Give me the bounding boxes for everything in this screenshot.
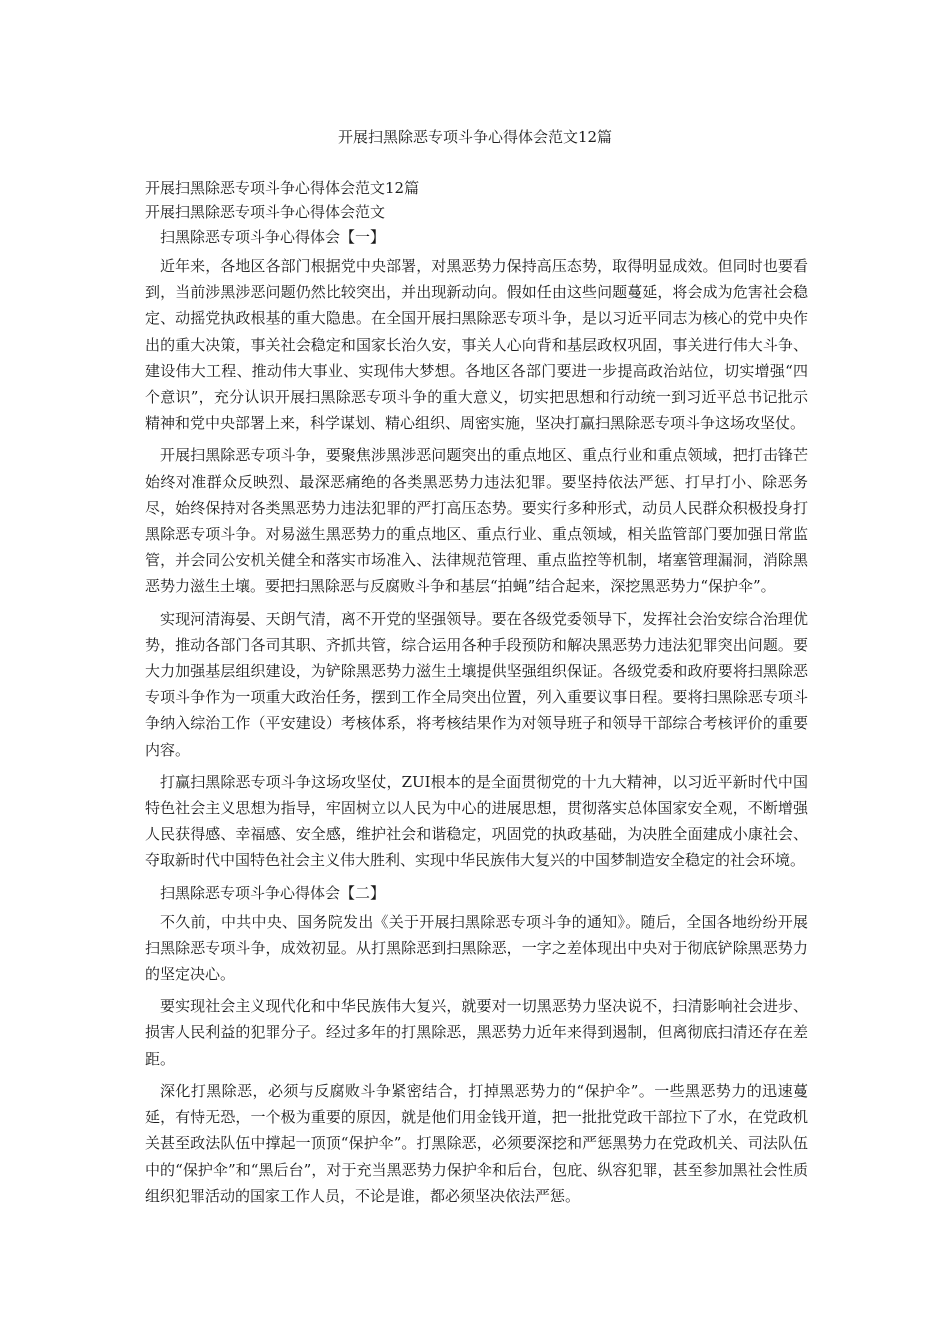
paragraph: 打赢扫黑除恶专项斗争这场攻坚仗，ZUI根本的是全面贯彻党的十九大精神，以习近平新时代中国特色社会主义思想为指导，牢固树立以人民为中心的进展思想，贯彻落实总体国家安全观，不断增强人民获得感、幸福感、安全感，维护社会和谐稳定，巩固党的执政基础，为决胜全面建成小康社会、夺取新时代中国特色社会主义伟大胜利、实现中华民族伟大复兴的中国梦制造安全稳定的社会环境。 [145,772,808,870]
paragraph: 要实现社会主义现代化和中华民族伟大复兴，就要对一切黑恶势力坚决说不，扫清影响社会进步、损害人民利益的犯罪分子。经过多年的打黑除恶，黑恶势力近年来得到遏制，但离彻底扫清还存在差距。 [145,997,808,1068]
subtitle-line-1: 开展扫黑除恶专项斗争心得体会范文12篇 [145,179,420,197]
section-heading-2: 扫黑除恶专项斗争心得体会【二】 [160,883,386,902]
paragraph: 深化打黑除恶，必须与反腐败斗争紧密结合，打掉黑恶势力的“保护伞”。一些黑恶势力的迅速蔓延，有恃无恐，一个极为重要的原因，就是他们用金钱开道，把一批批党政干部拉下了水，在党政机关甚至政法队伍中撑起一顶顶“保护伞”。打黑除恶，必须要深挖和严惩黑势力在党政机关、司法队伍中的“保护伞”和“黑后台”，对于充当黑恶势力保护伞和后台，包庇、纵容犯罪，甚至参加黑社会性质组织犯罪活动的国家工作人员，不论是谁，都必须坚决依法严惩。 [145,1081,808,1205]
subtitle-line-2: 开展扫黑除恶专项斗争心得体会范文 [145,202,386,221]
paragraph: 实现河清海晏、天朗气清，离不开党的坚强领导。要在各级党委领导下，发挥社会治安综合治理优势，推动各部门各司其职、齐抓共管，综合运用各种手段预防和解决黑恶势力违法犯罪突出问题。要大力加强基层组织建设，为铲除黑恶势力滋生土壤提供坚强组织保证。各级党委和政府要将扫黑除恶专项斗争作为一项重大政治任务，摆到工作全局突出位置，列入重要议事日程。要将扫黑除恶专项斗争纳入综治工作（平安建设）考核体系，将考核结果作为对领导班子和领导干部综合考核评价的重要内容。 [145,609,808,759]
paragraph: 近年来，各地区各部门根据党中央部署，对黑恶势力保持高压态势，取得明显成效。但同时也要看到，当前涉黑涉恶问题仍然比较突出，并出现新动向。假如任由这些问题蔓延，将会成为危害社会稳定、动摇党执政根基的重大隐患。在全国开展扫黑除恶专项斗争，是以习近平同志为核心的党中央作出的重大决策，事关社会稳定和国家长治久安，事关人心向背和基层政权巩固，事关进行伟大斗争、建设伟大工程、推动伟大事业、实现伟大梦想。各地区各部门要进一步提高政治站位，切实增强“四个意识”，充分认识开展扫黑除恶专项斗争的重大意义，切实把思想和行动统一到习近平总书记批示精神和党中央部署上来，科学谋划、精心组织、周密实施，坚决打赢扫黑除恶专项斗争这场攻坚仗。 [145,257,808,433]
section-heading-1: 扫黑除恶专项斗争心得体会【一】 [160,228,386,246]
paragraph: 开展扫黑除恶专项斗争，要聚焦涉黑涉恶问题突出的重点地区、重点行业和重点领域，把打击锋芒始终对准群众反映烈、最深恶痛绝的各类黑恶势力违法犯罪。要坚持依法严惩、打早打小、除恶务尽，始终保持对各类黑恶势力违法犯罪的严打高压态势。要实行多种形式，动员人民群众积极投身打黑除恶专项斗争。对易滋生黑恶势力的重点地区、重点行业、重点领域，相关监管部门要加强日常监管，并会同公安机关健全和落实市场准入、法律规范管理、重点监控等机制，堵塞管理漏洞，消除黑恶势力滋生土壤。要把扫黑除恶与反腐败斗争和基层“拍蝇”结合起来，深挖黑恶势力“保护伞”。 [145,446,808,596]
paragraph: 不久前，中共中央、国务院发出《关于开展扫黑除恶专项斗争的通知》。随后，全国各地纷纷开展扫黑除恶专项斗争，成效初显。从打黑除恶到扫黑除恶，一字之差体现出中央对于彻底铲除黑恶势力的坚定决心。 [145,912,808,984]
document-title: 开展扫黑除恶专项斗争心得体会范文12篇 [337,128,613,146]
document-body [145,177,808,1215]
